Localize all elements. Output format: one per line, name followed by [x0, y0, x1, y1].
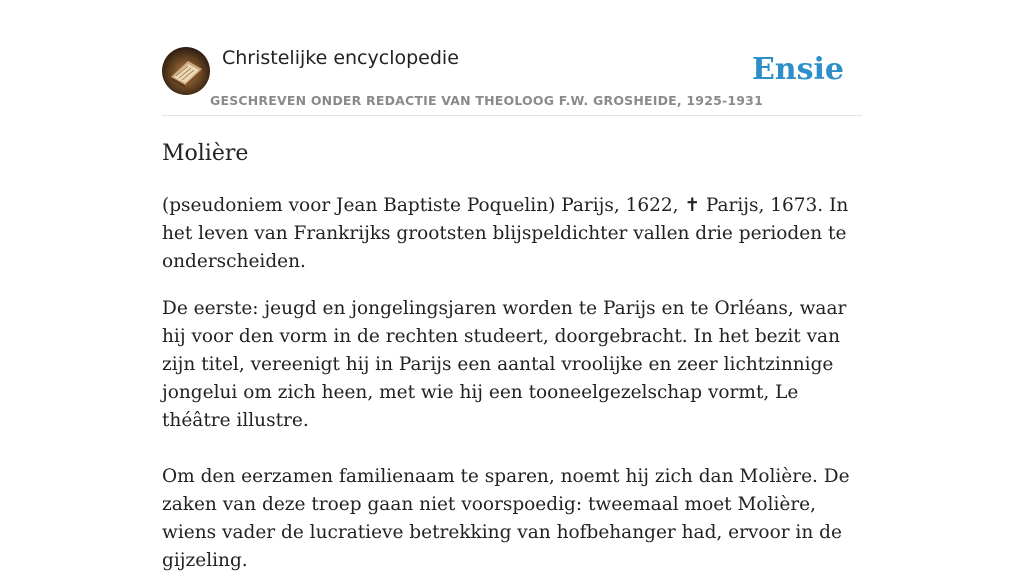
site-header	[162, 46, 862, 116]
article-paragraph: Om den eerzamen familienaam te sparen, noemt hij zich dan Molière. De zaken van deze troep gaan niet voorspoedig: tweemaal moet Molière, wiens vader de lucratieve betrekking van hofbehanger had, ervoor in de gijzeling.	[162, 466, 850, 571]
brand-logo[interactable]: Ensie	[751, 52, 844, 87]
article-paragraph: (pseudoniem voor Jean Baptiste Poquelin) Parijs, 1622, ✝ Parijs, 1673. In het leven van Frankrijks grootsten blijspeldichter vallen drie perioden te onderscheiden.	[162, 195, 849, 272]
book-photo-icon	[162, 47, 210, 95]
site-title[interactable]: Christelijke encyclopedie	[222, 47, 459, 69]
article	[162, 138, 862, 575]
article-paragraph: De eerste: jeugd en jongelingsjaren worden te Parijs en te Orléans, waar hij voor den vorm in de rechten studeert, doorgebracht. In het bezit van zijn titel, vereenigt hij in Parijs een aantal vroolijke en zeer lichtzinnige jongelui om zich heen, met wie hij een tooneelgezelschap vormt, Le théâtre illustre.	[162, 298, 847, 431]
avatar[interactable]	[162, 47, 210, 95]
site-subtitle: GESCHREVEN ONDER REDACTIE VAN THEOLOOG F.W. GROSHEIDE, 1925-1931	[210, 93, 763, 108]
article-title: Molière	[162, 141, 249, 166]
